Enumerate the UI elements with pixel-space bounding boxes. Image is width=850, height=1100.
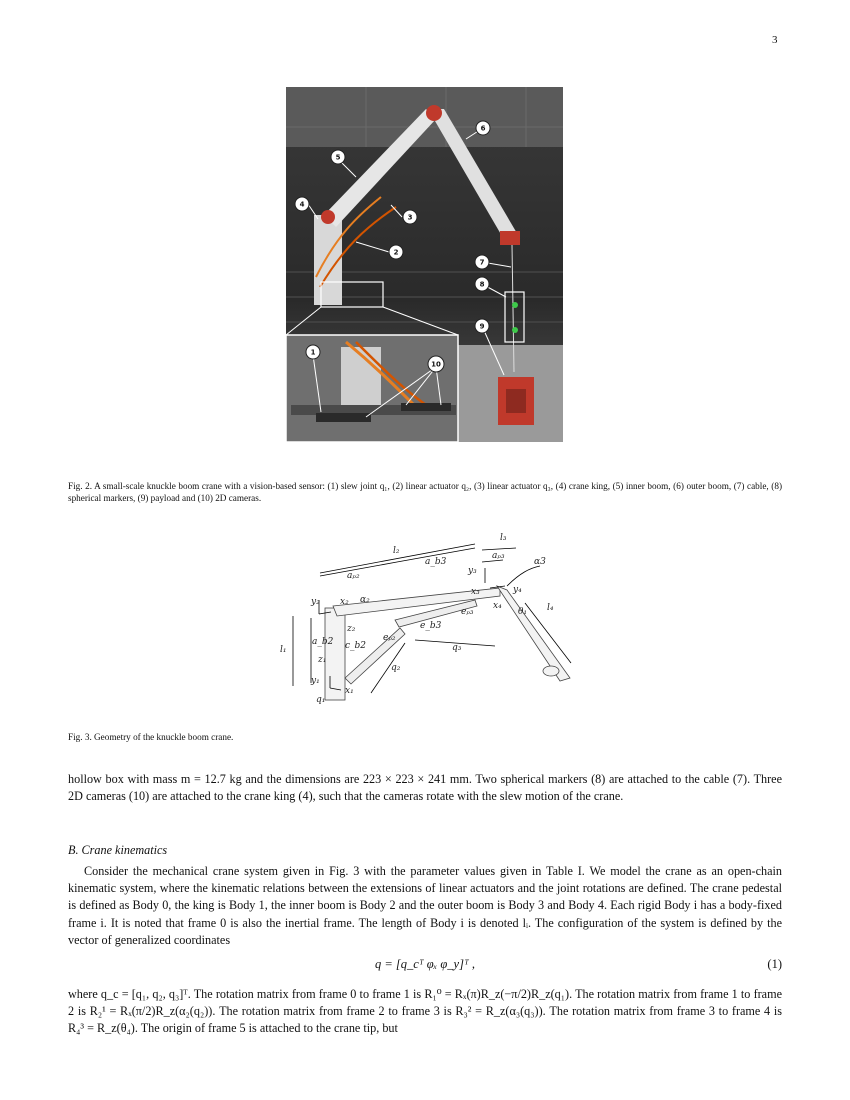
equation-row bbox=[68, 957, 782, 975]
figure-marker-2 bbox=[389, 245, 403, 259]
label-ep2: eₚ₂ bbox=[383, 633, 396, 643]
label-q1: q₁ bbox=[316, 695, 326, 705]
figure-marker-8 bbox=[475, 277, 489, 291]
svg-text:9: 9 bbox=[479, 322, 485, 331]
label-theta1: θ₁ bbox=[518, 607, 528, 617]
section-heading: B. Crane kinematics bbox=[68, 843, 168, 857]
label-q3: q₃ bbox=[452, 643, 462, 653]
label-x3: x₃ bbox=[471, 587, 480, 597]
label-x4: x₄ bbox=[493, 601, 502, 611]
page-number: 3 bbox=[772, 34, 778, 46]
label-cb2: c_b2 bbox=[345, 641, 367, 651]
equation: q = [q_cᵀ φₓ φ_y]ᵀ , bbox=[374, 957, 476, 971]
label-l3: l₃ bbox=[500, 533, 507, 543]
svg-text:10: 10 bbox=[431, 360, 441, 369]
label-z1: z₁ bbox=[318, 655, 327, 665]
label-y2: y₂ bbox=[311, 597, 320, 607]
label-ab3: a_b3 bbox=[425, 557, 447, 567]
label-ep3: eₚ₃ bbox=[461, 607, 474, 617]
figure-2-caption: Fig. 2. A small-scale knuckle boom crane with a vision-based sensor: (1) slew joint q₁, (2) linear actuator q₂, (3) linear actuator q₃, (4) crane king, (5) inner boom, (6) outer boom, (7) cable, (8) spherical markers, (9) payload and (10) 2D cameras. bbox=[68, 481, 782, 503]
label-x1: x₁ bbox=[345, 686, 354, 696]
label-alpha2: α₂ bbox=[360, 595, 370, 605]
figure-3-caption: Fig. 3. Geometry of the knuckle boom crane. bbox=[68, 732, 234, 742]
label-ap3: aₚ₃ bbox=[492, 551, 505, 561]
label-y1: y₁ bbox=[311, 676, 320, 686]
svg-text:1: 1 bbox=[310, 348, 316, 357]
svg-text:5: 5 bbox=[335, 153, 341, 162]
label-alpha3: α3 bbox=[534, 557, 546, 567]
label-l2: l₂ bbox=[393, 546, 400, 556]
svg-text:7: 7 bbox=[479, 258, 485, 267]
paragraph-rotation-matrices: where q_c = [q₁, q₂, q₃]ᵀ. The rotation matrix from frame 0 to frame 1 is R₁⁰ = Rₓ(π)R_z(−π/2)R_z(q₁). The rotation matrix from frame 1 to frame 2 is R₂¹ = Rₓ(π/2)R_z(α₂(q₂)). The rotation matrix from frame 2 to frame 3 is R₃² = R_z(α₃(q₃)). The rotation matrix from frame 3 to frame 4 is R₄³ = R_z(θ₄). The origin of frame 5 is attached to the crane tip, but bbox=[68, 987, 782, 1036]
label-l4: l₄ bbox=[547, 603, 554, 613]
figure-marker-4 bbox=[295, 197, 309, 211]
paragraph-payload-description: hollow box with mass m = 12.7 kg and the dimensions are 223 × 223 × 241 mm. Two spherical markers (8) are attached to the cable (7). Three 2D cameras (10) are attached to the crane king (4), such that the cameras rotate with the slew motion of the crane. bbox=[68, 772, 782, 804]
paragraph-crane-kinematics: Consider the mechanical crane system given in Fig. 3 with the parameter values given in Table I. We model the crane as an open-chain kinematic system, where the kinematic relations between the extensions of linear actuators and the joint rotations are defined. The crane pedestal is defined as Body 0, the king is Body 1, the inner boom is Body 2 and the outer boom is Body 3 and Body 4. Each rigid Body i has a body-fixed frame i. It is noted that frame 0 is also the inertial frame. The length of Body i is denoted lᵢ. The configuration of the system is defined by the vector of generalized coordinates bbox=[68, 864, 782, 947]
equation-number: (1) bbox=[767, 957, 782, 971]
figure-marker-5 bbox=[331, 150, 345, 164]
figure-marker-7 bbox=[475, 255, 489, 269]
crane-photograph bbox=[286, 87, 563, 442]
label-ab2: a_b2 bbox=[312, 637, 334, 647]
figure-marker-3 bbox=[403, 210, 417, 224]
svg-text:6: 6 bbox=[480, 124, 486, 133]
svg-text:3: 3 bbox=[407, 213, 413, 222]
figure-marker-6 bbox=[476, 121, 490, 135]
svg-text:4: 4 bbox=[299, 200, 305, 209]
svg-text:2: 2 bbox=[393, 248, 399, 257]
label-z2: z₂ bbox=[347, 624, 356, 634]
svg-text:8: 8 bbox=[479, 280, 485, 289]
figure-marker-1 bbox=[306, 345, 320, 359]
label-l1: l₁ bbox=[280, 645, 287, 655]
crane-geometry-diagram bbox=[275, 528, 585, 710]
label-y4: y₄ bbox=[513, 585, 522, 595]
figure-marker-9 bbox=[475, 319, 489, 333]
label-y3: y₃ bbox=[468, 566, 477, 576]
label-x2: x₂ bbox=[340, 597, 349, 607]
label-ap2: aₚ₂ bbox=[347, 571, 360, 581]
label-eb3: e_b3 bbox=[420, 621, 442, 631]
label-q2: q₂ bbox=[391, 663, 401, 673]
figure-marker-10 bbox=[428, 356, 444, 372]
